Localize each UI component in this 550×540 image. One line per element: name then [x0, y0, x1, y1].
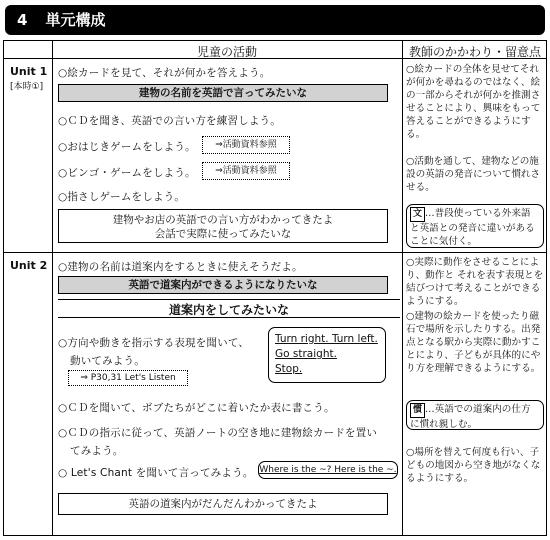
unit2-tag-text: …英語での道案内の仕方に慣れ親しむ。 [410, 404, 531, 430]
unit2-teacher-note-2: ○建物の絵カードを使ったり磁石で場所を示したりする。出発点となる駅から実際に動かすことにより、子どもが具体的にやり方を理解できるようにする。 [406, 311, 541, 374]
unit-divider [4, 252, 546, 253]
unit1-activity-1: ○絵カードを見て、それが何かを答えよう。 [58, 67, 271, 79]
unit2-activity-3: ○ＣＤを聞いて、ボブたちがどこに着いたか表に書こう。 [58, 402, 335, 414]
column-divider-1 [52, 41, 53, 535]
section-title-bar [5, 5, 545, 35]
header-teacher: 教師のかかわり・留意点 [408, 45, 541, 59]
unit2-title-rule-bottom [58, 317, 400, 318]
unit2-activity-4a: ○ＣＤの指示に従って、英語ノートの空き地に建物絵カードを置い [58, 427, 378, 439]
unit1-activity-3: ○おはじきゲームをしよう。 [58, 141, 196, 153]
unit1-summary-line-2: 会話で実際に使ってみたいな [154, 228, 292, 240]
unit2-topic-title: 道案内をしてみたいな [168, 303, 289, 317]
unit2-summary-box: 英語の道案内がだんだんわかってきたよ [58, 493, 388, 515]
unit2-english-2: Go straight. [275, 348, 337, 360]
unit1-activity-4: ○ビンゴ・ゲームをしよう。 [58, 167, 196, 179]
unit2-activity-1: ○建物の名前は道案内をするときに使えそうだよ。 [58, 261, 303, 273]
unit2-activity-5: ○ Let's Chant を聞いて言ってみよう。 [58, 467, 254, 479]
unit-table [3, 40, 547, 536]
section-title: 単元構成 [45, 11, 106, 29]
unit2-chant-box: Where is the ~? Here is the ~. [258, 461, 398, 479]
header-activity: 児童の活動 [196, 45, 257, 59]
unit2-activity-2b: 動いてみよう。 [70, 355, 145, 367]
unit1-teacher-note-1: ○絵カードの全体を見せてそれが何かを尋ねるのではなく、絵の一部からそれが何かを推測させることにより、興味をもって答えることができるようにする。 [406, 64, 541, 140]
unit2-english-box [268, 327, 386, 383]
unit2-reference: ⇒ P30,31 Let's Listen [68, 370, 188, 386]
unit1-label: Unit 1 [10, 65, 48, 78]
unit1-tagged-note [406, 204, 544, 248]
unit1-tag-text: …普段使っている外来語と英語との発音に違いがあることに気付く。 [410, 208, 535, 247]
unit2-activity-2a: ○方向や動きを指示する表現を聞いて、 [58, 337, 250, 349]
unit1-sublabel: [本時①] [10, 82, 44, 92]
unit2-title-rule-top [58, 299, 400, 300]
unit1-activity-5: ○指さしゲームをしよう。 [58, 191, 186, 203]
unit2-tagged-note [406, 400, 544, 430]
unit1-summary-box [58, 209, 388, 243]
unit2-english-1: Turn right. Turn left. [275, 333, 378, 345]
unit2-teacher-note-3: ○場所を替えて何度も行い、子どもの地図から空き地がなくなるようにする。 [406, 447, 541, 484]
unit2-english-3: Stop. [275, 363, 303, 375]
section-number: 4 [17, 11, 28, 29]
unit2-teacher-note-1: ○実際に動作をさせることにより、動作と それを表す表現とを結びつけて考えることができるようにする。 [406, 257, 544, 307]
column-divider-2 [402, 41, 403, 535]
unit2-tag: 慣 [410, 403, 425, 418]
unit2-activity-4b: てみよう。 [70, 445, 124, 457]
unit1-teacher-note-2: ○活動を通して、建物などの施設の英語の発音について慣れさせる。 [406, 156, 541, 193]
unit1-summary-line-1: 建物やお店の英語での言い方がわかってきたよ [112, 214, 334, 226]
unit2-goal-banner: 英語で道案内ができるようになりたいな [58, 276, 388, 294]
unit1-reference-3: ⇒活動資料参照 [202, 136, 290, 154]
unit2-label: Unit 2 [10, 259, 48, 272]
unit1-tag: 文 [410, 207, 425, 222]
unit1-reference-4: ⇒活動資料参照 [202, 162, 290, 180]
unit1-activity-2: ○ＣＤを聞き、英語での言い方を練習しよう。 [58, 115, 281, 127]
unit1-goal-banner: 建物の名前を英語で言ってみたいな [58, 84, 388, 102]
